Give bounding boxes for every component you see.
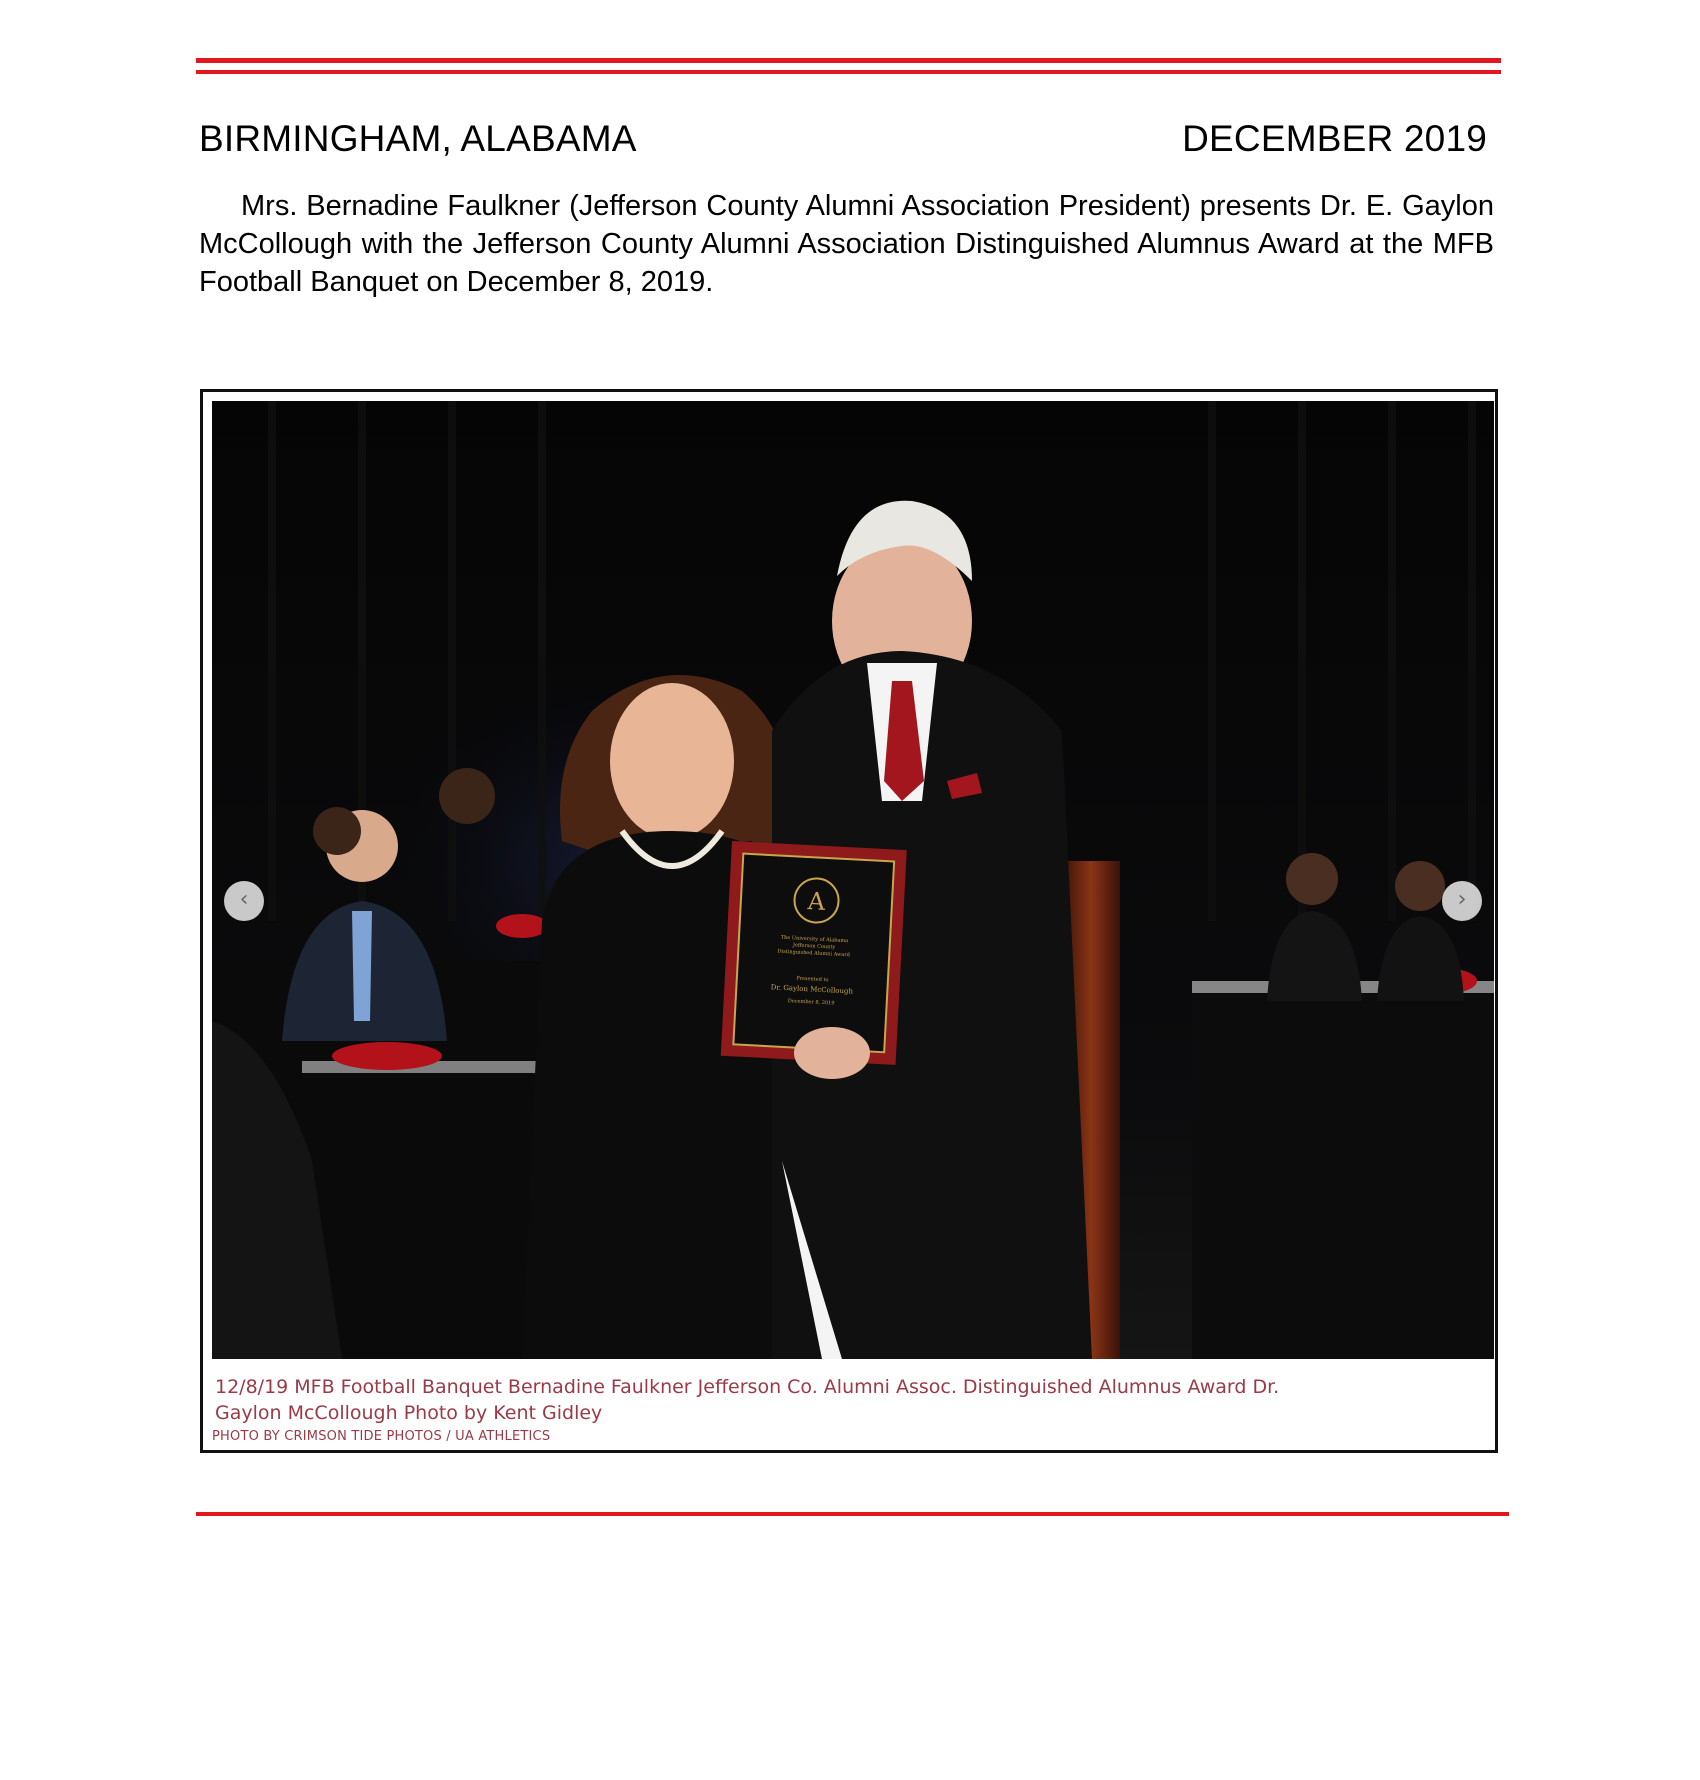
location-text: BIRMINGHAM, ALABAMA xyxy=(199,118,637,159)
previous-photo-button[interactable] xyxy=(224,881,264,921)
photo-card xyxy=(200,389,1498,1453)
top-rule-2 xyxy=(196,70,1501,74)
plaque-line-3: Distinguished Alumni Award xyxy=(777,948,851,959)
chevron-left-icon: ‹ xyxy=(239,887,249,912)
plaque-line-1: The University of Alabama xyxy=(780,934,849,945)
banquet-photo xyxy=(212,401,1494,1359)
chevron-right-icon: › xyxy=(1457,887,1467,912)
date-text: DECEMBER 2019 xyxy=(1182,118,1487,159)
svg-text:A: A xyxy=(807,887,826,916)
plaque-line-5: Dr. Gaylon McCollough xyxy=(770,983,854,996)
photo-credit: PHOTO BY CRIMSON TIDE PHOTOS / UA ATHLETICS xyxy=(212,1429,551,1444)
bottom-rule xyxy=(196,1512,1509,1516)
plaque-line-4: Presented to xyxy=(796,975,829,984)
top-rule-1 xyxy=(196,58,1501,63)
plaque-line-2: Jefferson County xyxy=(792,942,836,951)
plaque-line-6: December 8, 2019 xyxy=(787,998,835,1007)
photo-caption: 12/8/19 MFB Football Banquet Bernadine Faulkner Jefferson Co. Alumni Assoc. Distinguished Alumnus Award Dr. Gaylon McCollough Photo by Kent Gidley xyxy=(215,1376,1280,1424)
next-photo-button[interactable] xyxy=(1442,881,1482,921)
header-row xyxy=(199,118,1494,164)
article-paragraph: Mrs. Bernadine Faulkner (Jefferson County Alumni Association President) presents Dr. E. Gaylon McCollough with the Jefferson County Alumni Association Distinguished Alumnus Award at the MFB Football Banquet on December 8, 2019. xyxy=(199,190,1494,298)
photo-illustration xyxy=(212,401,1494,1359)
